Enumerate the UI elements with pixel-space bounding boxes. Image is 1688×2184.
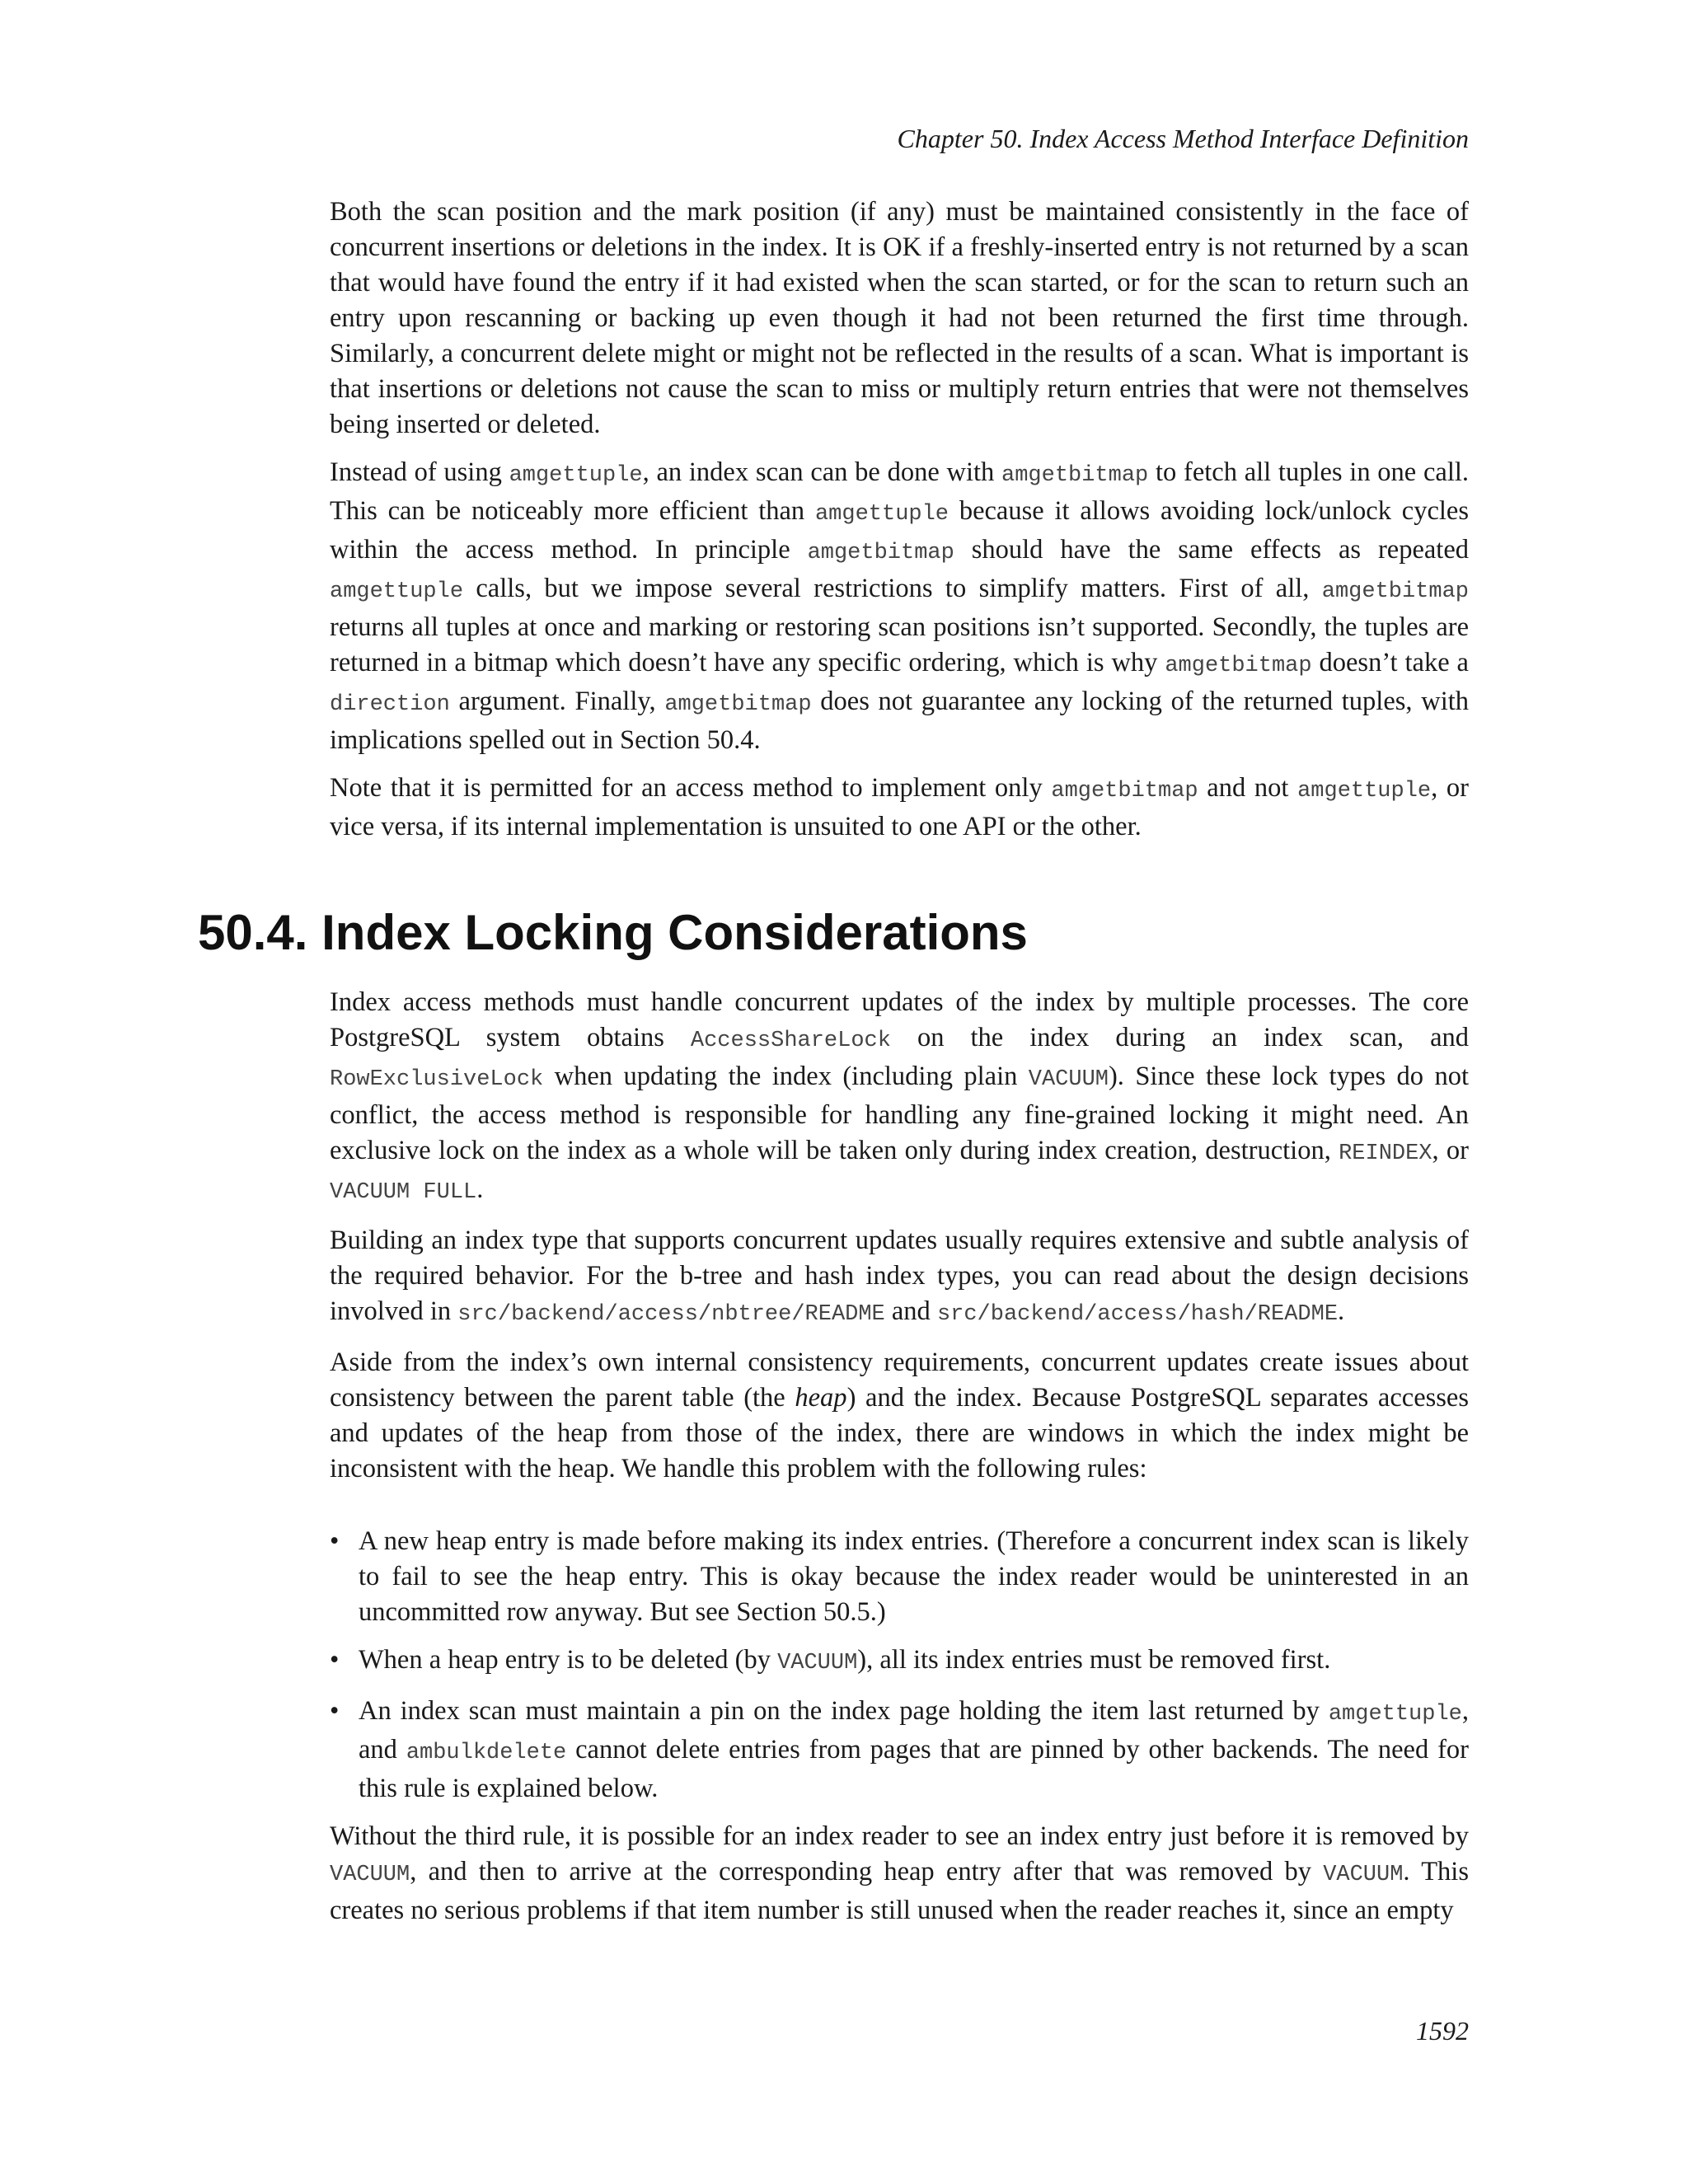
list-item: • A new heap entry is made before making its index entries. (Therefore a concurrent index scan is likely to fail to see the heap entry. This is okay because the index reader would be uninterested in an uncommitted row anyway. But see Section 50.5.)	[330, 1524, 1469, 1630]
code-nbtree-readme: src/backend/access/nbtree/README	[457, 1302, 885, 1327]
bullet: •	[330, 1645, 340, 1675]
paragraph-third-rule: Without the third rule, it is possible for an index reader to see an index entry just before it is removed by VACUUM, and then to arrive at the corresponding heap entry after that was removed by VACUUM. This creates no serious problems if that item number is still unused when the reader reaches it, since an empty	[330, 1821, 1469, 1925]
code-rowexclusivelock: RowExclusiveLock	[330, 1067, 544, 1092]
code-amgettuple: amgettuple	[1328, 1702, 1462, 1727]
section-body-top	[330, 194, 1469, 845]
code-reindex: REINDEX	[1339, 1141, 1432, 1166]
code-direction: direction	[330, 692, 450, 717]
paragraph-heap-consistency: Aside from the index’s own internal consistency requirements, concurrent updates create issues about consistency between the parent table (the heap) and the index. Because PostgreSQL separates accesses and updates of the heap from those of the index, there are windows in which the index might be inconsistent with the heap. We handle this problem with the following rules:	[330, 1347, 1469, 1483]
paragraph-scan-position: Both the scan position and the mark position (if any) must be maintained consistently in the face of concurrent insertions or deletions in the index. It is OK if a freshly-inserted entry is not returned by a scan that would have found the entry if it had existed when the scan started, or for the scan to return such an entry upon rescanning or backing up even though it had not been returned the first time through. Similarly, a concurrent delete might or might not be reflected in the results of a scan. What is important is that insertions or deletions not cause the scan to miss or multiply return entries that were not themselves being inserted or deleted.	[330, 197, 1469, 439]
bullet: •	[330, 1696, 340, 1726]
paragraph-design-readme: Building an index type that supports concurrent updates usually requires extensive and subtle analysis of the required behavior. For the b-tree and hash index types, you can read about the design decisions involved in src/backend/access/nbtree/README and src/backend/access/hash/README.	[330, 1226, 1469, 1327]
list-item: • An index scan must maintain a pin on the index page holding the item last returned by amgettuple, and ambulkdelete cannot delete entries from pages that are pinned by other backends. The need for this rule is explained below.	[330, 1694, 1469, 1807]
code-vacuum: VACUUM	[1323, 1863, 1404, 1887]
list-item: • When a heap entry is to be deleted (by VACUUM), all its index entries must be removed first.	[330, 1643, 1469, 1681]
code-amgetbitmap: amgetbitmap	[1051, 779, 1198, 804]
code-amgetbitmap: amgetbitmap	[1321, 579, 1469, 604]
code-amgetbitmap: amgetbitmap	[1001, 463, 1149, 488]
paragraph-amgetbitmap: Instead of using amgettuple, an index scan can be done with amgetbitmap to fetch all tuples in one call. This can be noticeably more efficient than amgettuple because it allows avoiding lock/unlock cycles within the access method. In principle amgetbitmap should have the same effects as repeated amgettuple calls, but we impose several restrictions to simplify matters. First of all, amgetbitmap returns all tuples at once and marking or restoring scan positions isn’t supported. Secondly, the tuples are returned in a bitmap which doesn’t have any specific ordering, which is why amgetbitmap doesn’t take a direction argument. Finally, amgetbitmap does not guarantee any locking of the returned tuples, with implications spelled out in Section 50.4.	[330, 457, 1470, 755]
code-amgetbitmap: amgetbitmap	[664, 692, 812, 717]
code-vacuum: VACUUM	[777, 1651, 858, 1675]
emphasis-heap: heap	[795, 1383, 847, 1413]
code-vacuum: VACUUM	[330, 1863, 410, 1887]
code-accesssharelock: AccessShareLock	[690, 1029, 891, 1053]
code-amgettuple: amgettuple	[1297, 779, 1432, 804]
code-amgetbitmap: amgetbitmap	[807, 541, 954, 565]
code-ambulkdelete: ambulkdelete	[406, 1741, 567, 1765]
code-amgettuple: amgettuple	[509, 463, 643, 488]
section-body-locking	[330, 985, 1469, 1929]
code-vacuum-full: VACUUM FULL	[330, 1180, 477, 1205]
paragraph-concurrent-updates: Index access methods must handle concurrent updates of the index by multiple processes. The core PostgreSQL system obtains AccessShareLock on the index during an index scan, and RowExclusiveLock when updating the index (including plain VACUUM). Since these lock types do not conflict, the access method is responsible for handling any fine-grained locking it might need. An exclusive lock on the index as a whole will be taken only during index creation, destruction, REINDEX, or VACUUM FULL.	[330, 987, 1469, 1205]
running-header: Chapter 50. Index Access Method Interface Definition	[897, 124, 1469, 153]
code-amgetbitmap: amgetbitmap	[1165, 654, 1312, 678]
section-heading: 50.4. Index Locking Considerations	[198, 905, 1028, 960]
code-amgettuple: amgettuple	[330, 579, 464, 604]
code-vacuum: VACUUM	[1028, 1067, 1109, 1092]
bullet: •	[330, 1526, 340, 1556]
rules-list	[330, 1524, 1469, 1807]
code-amgettuple: amgettuple	[814, 502, 950, 527]
page-number: 1592	[1416, 2016, 1469, 2046]
paragraph-api-choice: Note that it is permitted for an access method to implement only amgetbitmap and not amgettuple, or vice versa, if its internal implementation is unsuited to one API or the other.	[330, 773, 1469, 841]
code-hash-readme: src/backend/access/hash/README	[936, 1302, 1339, 1327]
